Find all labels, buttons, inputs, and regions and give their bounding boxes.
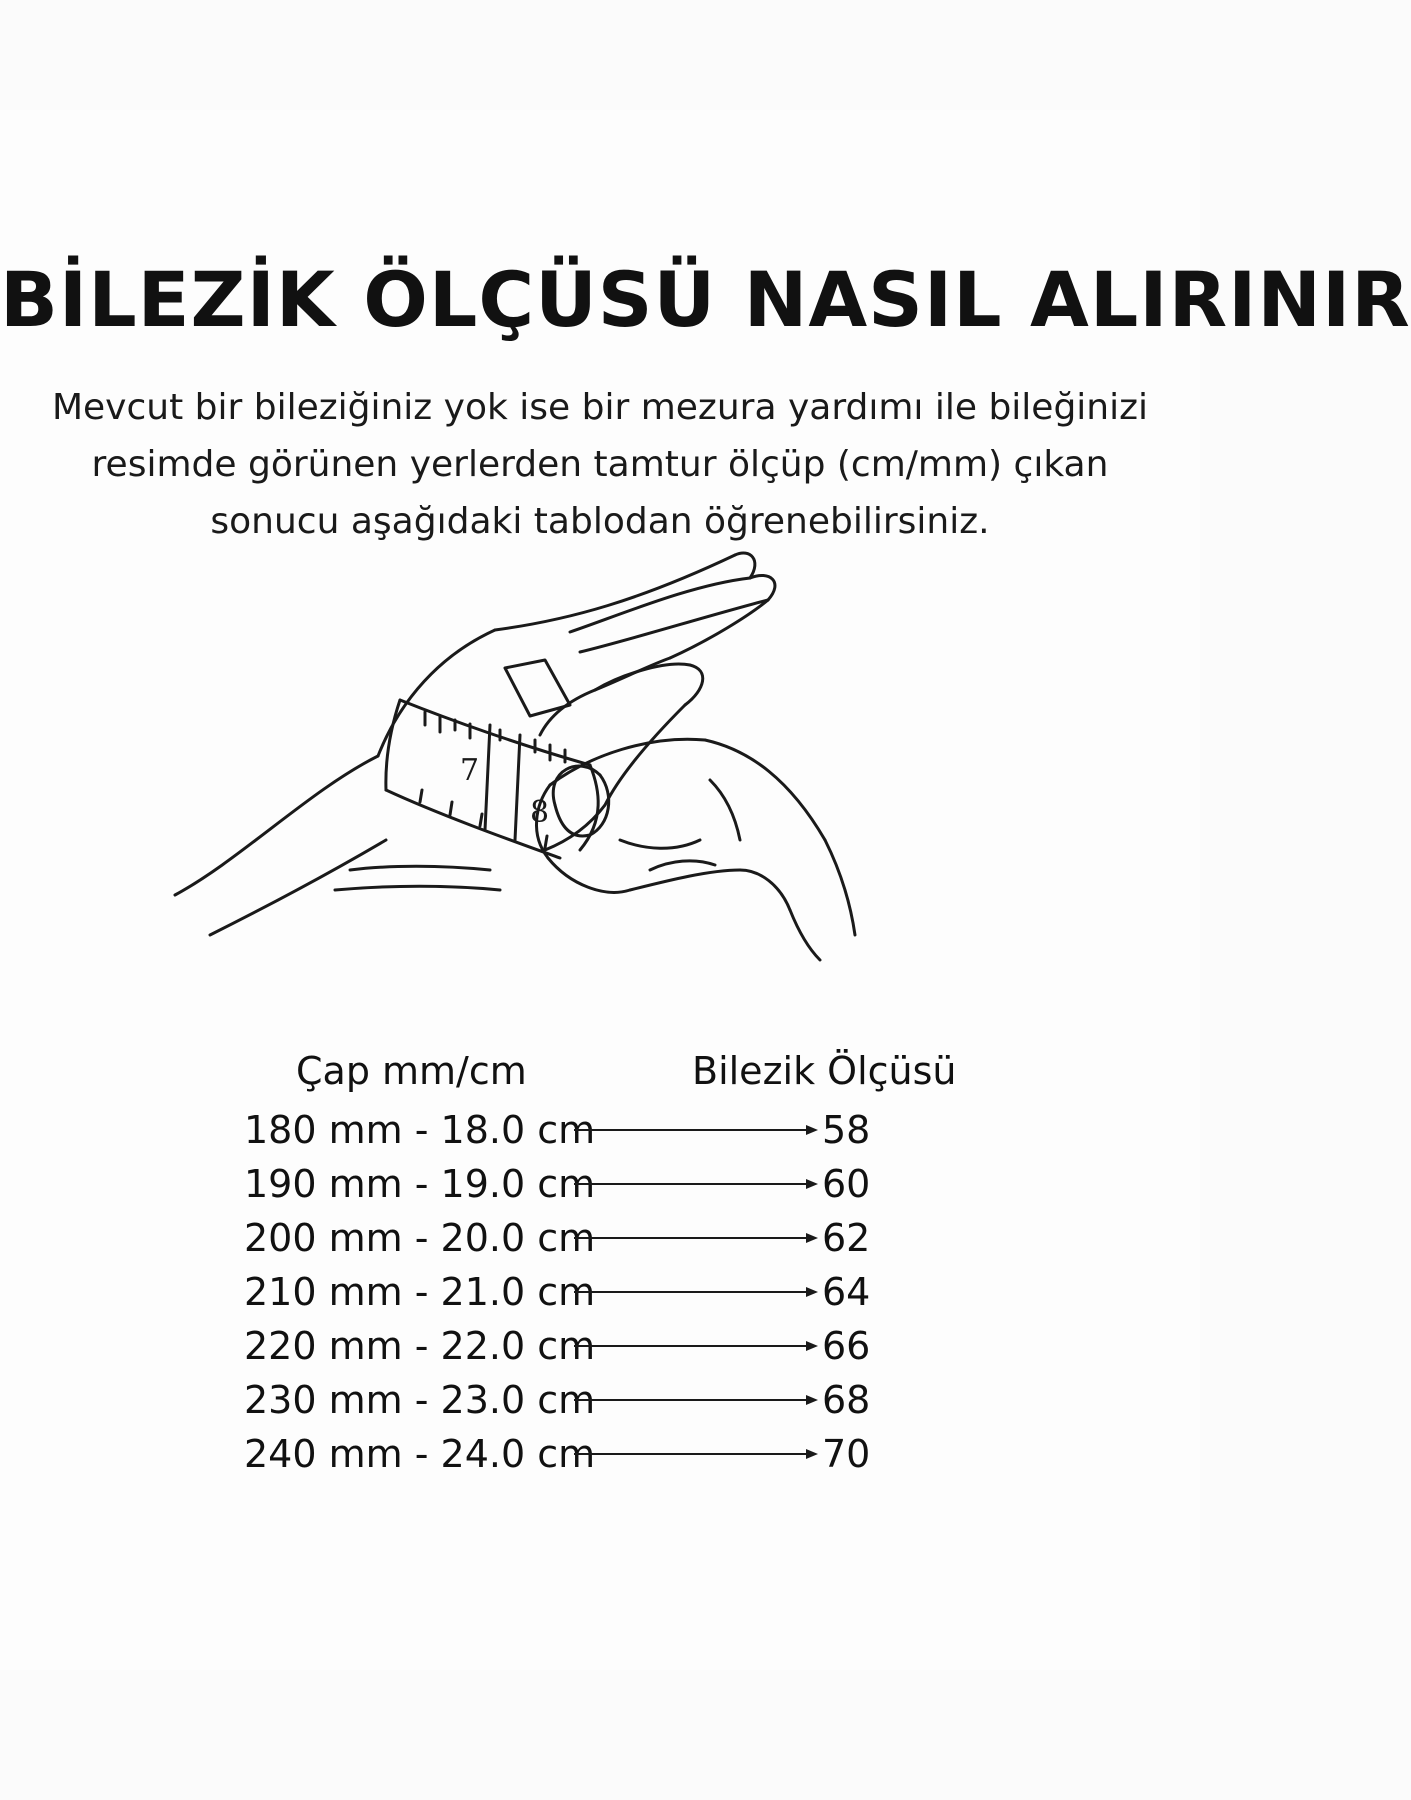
arrow-right-icon — [574, 1390, 819, 1410]
table-row — [244, 1269, 944, 1315]
tape-mark-7: 7 — [460, 753, 480, 788]
arrow-right-icon — [574, 1120, 819, 1140]
arrow-right-icon — [574, 1444, 819, 1464]
table-row — [244, 1215, 944, 1261]
table-row — [244, 1431, 944, 1477]
bracelet-size-value: 60 — [822, 1162, 871, 1206]
arrow-right-icon — [574, 1336, 819, 1356]
bracelet-size-value: 64 — [822, 1270, 871, 1314]
diameter-value: 210 mm - 21.0 cm — [244, 1270, 596, 1314]
diameter-value: 190 mm - 19.0 cm — [244, 1162, 596, 1206]
arrow-right-icon — [574, 1282, 819, 1302]
arrow-right-icon — [574, 1174, 819, 1194]
bracelet-size-value: 62 — [822, 1216, 871, 1260]
page-title: BİLEZİK ÖLÇÜSÜ NASIL ALIRINIR — [0, 255, 1411, 344]
bracelet-size-value: 58 — [822, 1108, 871, 1152]
header-diameter: Çap mm/cm — [296, 1049, 527, 1093]
table-row — [244, 1377, 944, 1423]
intro-line-1: Mevcut bir bileziğiniz yok ise bir mezura yardımı ile bileğinizi — [51, 387, 1149, 428]
intro-line-2: resimde görünen yerlerden tamtur ölçüp (cm/mm) çıkan — [91, 444, 1109, 485]
table-row — [244, 1161, 944, 1207]
arrow-right-icon — [574, 1228, 819, 1248]
table-row — [244, 1107, 944, 1153]
bracelet-size-value: 66 — [822, 1324, 871, 1368]
diameter-value: 180 mm - 18.0 cm — [244, 1108, 596, 1152]
intro-line-3: sonucu aşağıdaki tablodan öğrenebilirsiniz. — [210, 501, 990, 542]
diameter-value: 230 mm - 23.0 cm — [244, 1378, 596, 1422]
table-row — [244, 1323, 944, 1369]
tape-mark-8: 8 — [530, 795, 550, 830]
bracelet-size-value: 68 — [822, 1378, 871, 1422]
diameter-value: 200 mm - 20.0 cm — [244, 1216, 596, 1260]
header-bracelet-size: Bilezik Ölçüsü — [692, 1049, 957, 1093]
bracelet-size-value: 70 — [822, 1432, 871, 1476]
diameter-value: 220 mm - 22.0 cm — [244, 1324, 596, 1368]
hand-measuring-wrist-with-tape-illustration — [150, 540, 950, 1030]
diameter-value: 240 mm - 24.0 cm — [244, 1432, 596, 1476]
